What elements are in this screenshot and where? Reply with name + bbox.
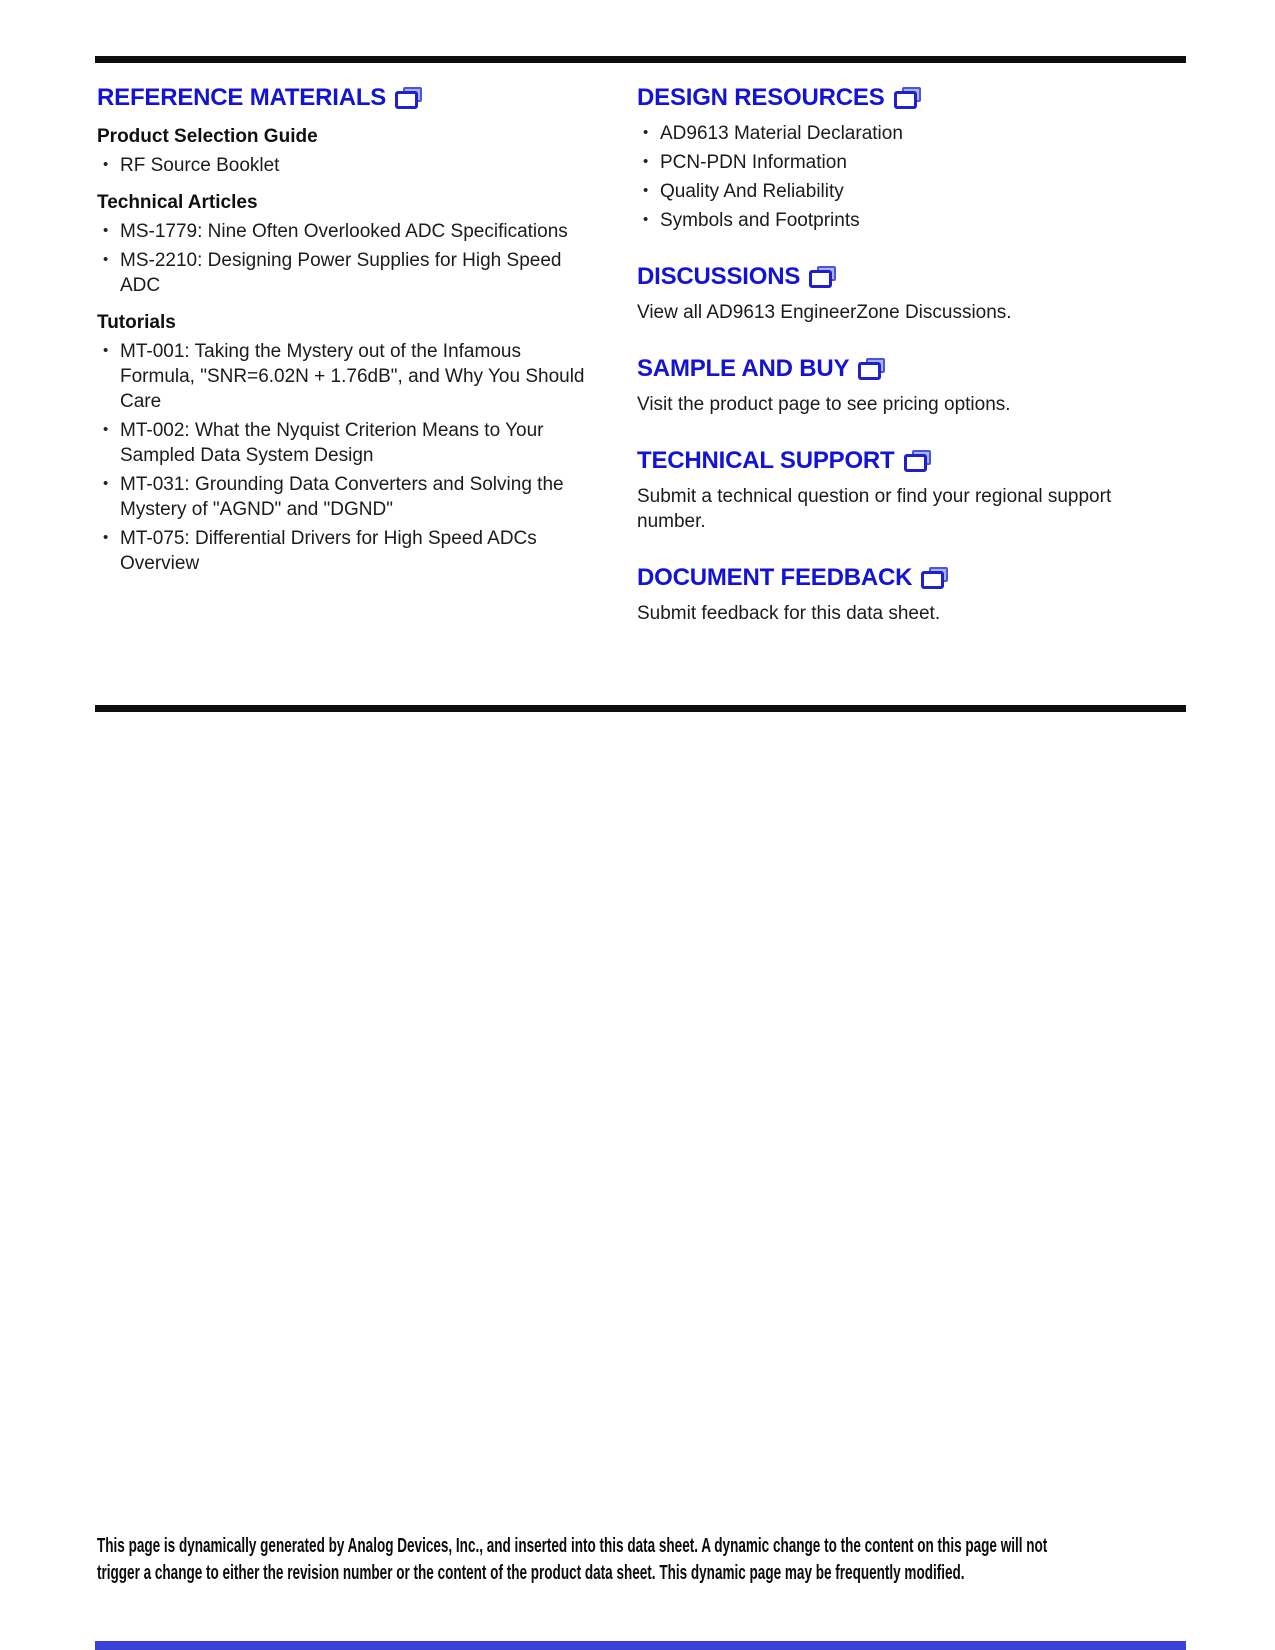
document-feedback-text: Submit feedback for this data sheet.: [637, 603, 941, 624]
external-link-icon: [894, 87, 921, 109]
top-rule: [95, 56, 1186, 63]
subheading-tutorials: Tutorials: [97, 312, 176, 333]
reference-materials-heading: REFERENCE MATERIALS: [97, 84, 387, 111]
sample-and-buy-heading: SAMPLE AND BUY: [637, 355, 850, 382]
discussions-heading: DISCUSSIONS: [637, 263, 801, 290]
design-resources-link[interactable]: [637, 84, 1142, 112]
document-feedback-heading: DOCUMENT FEEDBACK: [637, 564, 913, 591]
list-item[interactable]: • AD9613 Material Declaration: [637, 121, 1142, 146]
right-column: [637, 84, 1142, 656]
design-resources-heading: DESIGN RESOURCES: [637, 84, 885, 111]
list-item[interactable]: • MT-031: Grounding Data Converters and Solving the Mystery of "AGND" and "DGND": [97, 472, 599, 522]
technical-support-link[interactable]: [637, 447, 1142, 475]
list-item[interactable]: • MT-075: Differential Drivers for High Speed ADCs Overview: [97, 526, 599, 576]
technical-support-heading: TECHNICAL SUPPORT: [637, 447, 895, 474]
sample-and-buy-text: Visit the product page to see pricing options.: [637, 394, 1011, 415]
list-item[interactable]: • Symbols and Footprints: [637, 208, 1142, 233]
list-item[interactable]: • MS-1779: Nine Often Overlooked ADC Specifications: [97, 219, 599, 244]
list-item[interactable]: • Quality And Reliability: [637, 179, 1142, 204]
list-item[interactable]: • MT-001: Taking the Mystery out of the Infamous Formula, "SNR=6.02N + 1.76dB", and Why You Should Care: [97, 339, 599, 414]
section-sample-and-buy: [637, 355, 1142, 417]
section-document-feedback: [637, 564, 1142, 626]
external-link-icon: [809, 266, 836, 288]
reference-materials-link[interactable]: [97, 84, 599, 112]
section-technical-support: [637, 447, 1142, 534]
external-link-icon: [858, 358, 885, 380]
list-item[interactable]: • RF Source Booklet: [97, 153, 599, 178]
technical-support-text: Submit a technical question or find your regional support number.: [637, 486, 1112, 532]
list-item[interactable]: • MT-002: What the Nyquist Criterion Means to Your Sampled Data System Design: [97, 418, 599, 468]
sample-and-buy-link[interactable]: [637, 355, 1142, 383]
subheading-technical-articles: Technical Articles: [97, 192, 258, 213]
list-item[interactable]: • MS-2210: Designing Power Supplies for High Speed ADC: [97, 248, 599, 298]
left-column: [97, 84, 599, 580]
discussions-link[interactable]: [637, 263, 1142, 291]
document-feedback-link[interactable]: [637, 564, 1142, 592]
external-link-icon: [921, 567, 948, 589]
list-item[interactable]: • PCN-PDN Information: [637, 150, 1142, 175]
external-link-icon: [395, 87, 422, 109]
middle-rule: [95, 705, 1186, 712]
discussions-text: View all AD9613 EngineerZone Discussions.: [637, 302, 1012, 323]
section-discussions: [637, 263, 1142, 325]
section-design-resources: [637, 84, 1142, 233]
page-footer: [97, 1533, 1197, 1586]
bottom-edge-bar: [95, 1641, 1186, 1650]
subheading-product-selection-guide: Product Selection Guide: [97, 126, 318, 147]
footer-line-2: trigger a change to either the revision number or the content of the product data sheet. This dynamic page may be frequently modified.: [97, 1560, 965, 1584]
external-link-icon: [904, 450, 931, 472]
footer-line-1: This page is dynamically generated by Analog Devices, Inc., and inserted into this data sheet. A dynamic change to the content on this page will not: [97, 1534, 1048, 1557]
